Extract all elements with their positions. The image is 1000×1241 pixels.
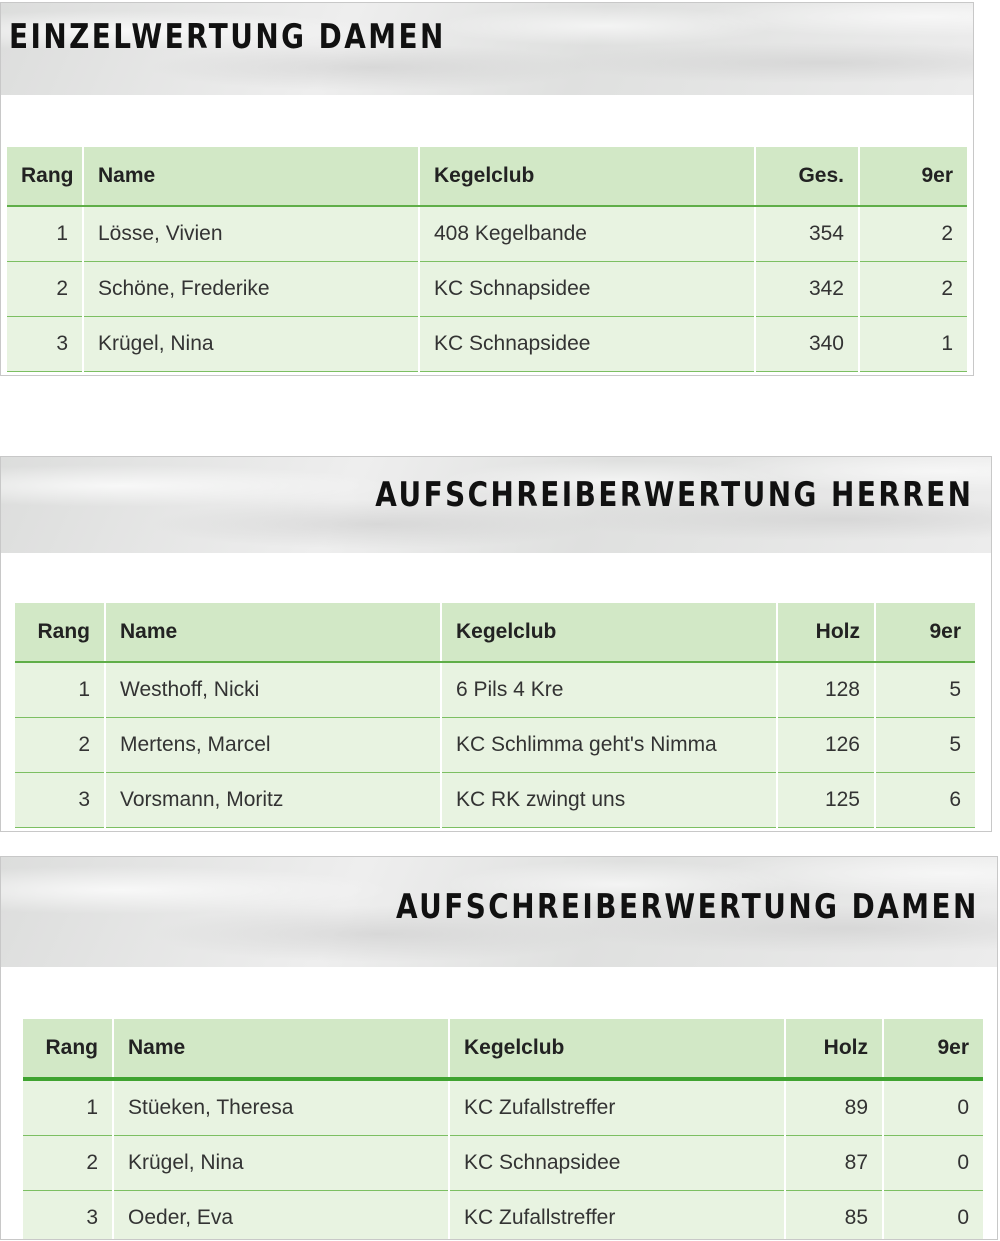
table-header-row [23, 1019, 983, 1079]
table-row [23, 1136, 983, 1191]
cell-rank: 3 [23, 1191, 113, 1241]
cell-name: Westhoff, Nicki [105, 662, 441, 718]
header-club: Kegelclub [419, 147, 755, 206]
header-club: Kegelclub [441, 603, 777, 662]
cell-rank: 1 [15, 662, 105, 718]
cell-rank: 2 [23, 1136, 113, 1191]
cell-name: Lösse, Vivien [83, 206, 419, 262]
cell-club: KC Schlimma geht's Nimma [441, 718, 777, 773]
header-name: Name [83, 147, 419, 206]
header-name: Name [105, 603, 441, 662]
cell-name: Stüeken, Theresa [113, 1079, 449, 1136]
cell-score: 89 [785, 1079, 883, 1136]
cell-rank: 3 [15, 773, 105, 828]
cell-club: KC Schnapsidee [419, 262, 755, 317]
cell-rank: 1 [23, 1079, 113, 1136]
cell-name: Vorsmann, Moritz [105, 773, 441, 828]
table-row [15, 662, 975, 718]
table-row [23, 1191, 983, 1241]
cell-rank: 3 [7, 317, 83, 372]
header-name: Name [113, 1019, 449, 1079]
header-rank: Rang [7, 147, 83, 206]
section-title: EINZELWERTUNG DAMEN [9, 17, 446, 57]
cell-nines: 2 [859, 206, 967, 262]
title-banner [1, 457, 991, 553]
results-table [23, 1019, 983, 1240]
cell-nines: 1 [859, 317, 967, 372]
title-banner [1, 3, 973, 95]
table-row [7, 206, 967, 262]
cell-rank: 2 [15, 718, 105, 773]
cell-nines: 2 [859, 262, 967, 317]
cell-score: 126 [777, 718, 875, 773]
cell-nines: 0 [883, 1136, 983, 1191]
header-score: Ges. [755, 147, 859, 206]
cell-rank: 2 [7, 262, 83, 317]
header-nines: 9er [875, 603, 975, 662]
cell-score: 340 [755, 317, 859, 372]
cell-score: 342 [755, 262, 859, 317]
header-club: Kegelclub [449, 1019, 785, 1079]
table-row [15, 773, 975, 828]
cell-nines: 5 [875, 662, 975, 718]
table-row [23, 1079, 983, 1136]
table-header-row [7, 147, 967, 206]
header-score: Holz [785, 1019, 883, 1079]
cell-club: KC Zufallstreffer [449, 1079, 785, 1136]
cell-nines: 6 [875, 773, 975, 828]
cell-club: KC Zufallstreffer [449, 1191, 785, 1241]
table-row [7, 262, 967, 317]
results-table [7, 147, 967, 372]
cell-nines: 0 [883, 1079, 983, 1136]
section-title: AUFSCHREIBERWERTUNG HERREN [374, 475, 973, 515]
header-rank: Rang [15, 603, 105, 662]
panel-aufschreiberwertung-damen [0, 856, 998, 1240]
cell-score: 354 [755, 206, 859, 262]
header-score: Holz [777, 603, 875, 662]
cell-nines: 0 [883, 1191, 983, 1241]
cell-rank: 1 [7, 206, 83, 262]
table-row [15, 718, 975, 773]
cell-nines: 5 [875, 718, 975, 773]
cell-score: 125 [777, 773, 875, 828]
cell-club: KC Schnapsidee [419, 317, 755, 372]
panel-einzelwertung-damen [0, 2, 974, 376]
cell-club: 408 Kegelbande [419, 206, 755, 262]
cell-name: Krügel, Nina [83, 317, 419, 372]
panel-aufschreiberwertung-herren [0, 456, 992, 832]
cell-name: Mertens, Marcel [105, 718, 441, 773]
cell-score: 87 [785, 1136, 883, 1191]
cell-club: 6 Pils 4 Kre [441, 662, 777, 718]
cell-club: KC Schnapsidee [449, 1136, 785, 1191]
title-banner [1, 857, 997, 967]
section-title: AUFSCHREIBERWERTUNG DAMEN [396, 887, 979, 927]
results-table [15, 603, 975, 828]
header-nines: 9er [883, 1019, 983, 1079]
cell-score: 85 [785, 1191, 883, 1241]
header-rank: Rang [23, 1019, 113, 1079]
cell-name: Krügel, Nina [113, 1136, 449, 1191]
table-header-row [15, 603, 975, 662]
header-nines: 9er [859, 147, 967, 206]
cell-score: 128 [777, 662, 875, 718]
cell-name: Oeder, Eva [113, 1191, 449, 1241]
cell-club: KC RK zwingt uns [441, 773, 777, 828]
table-row [7, 317, 967, 372]
cell-name: Schöne, Frederike [83, 262, 419, 317]
